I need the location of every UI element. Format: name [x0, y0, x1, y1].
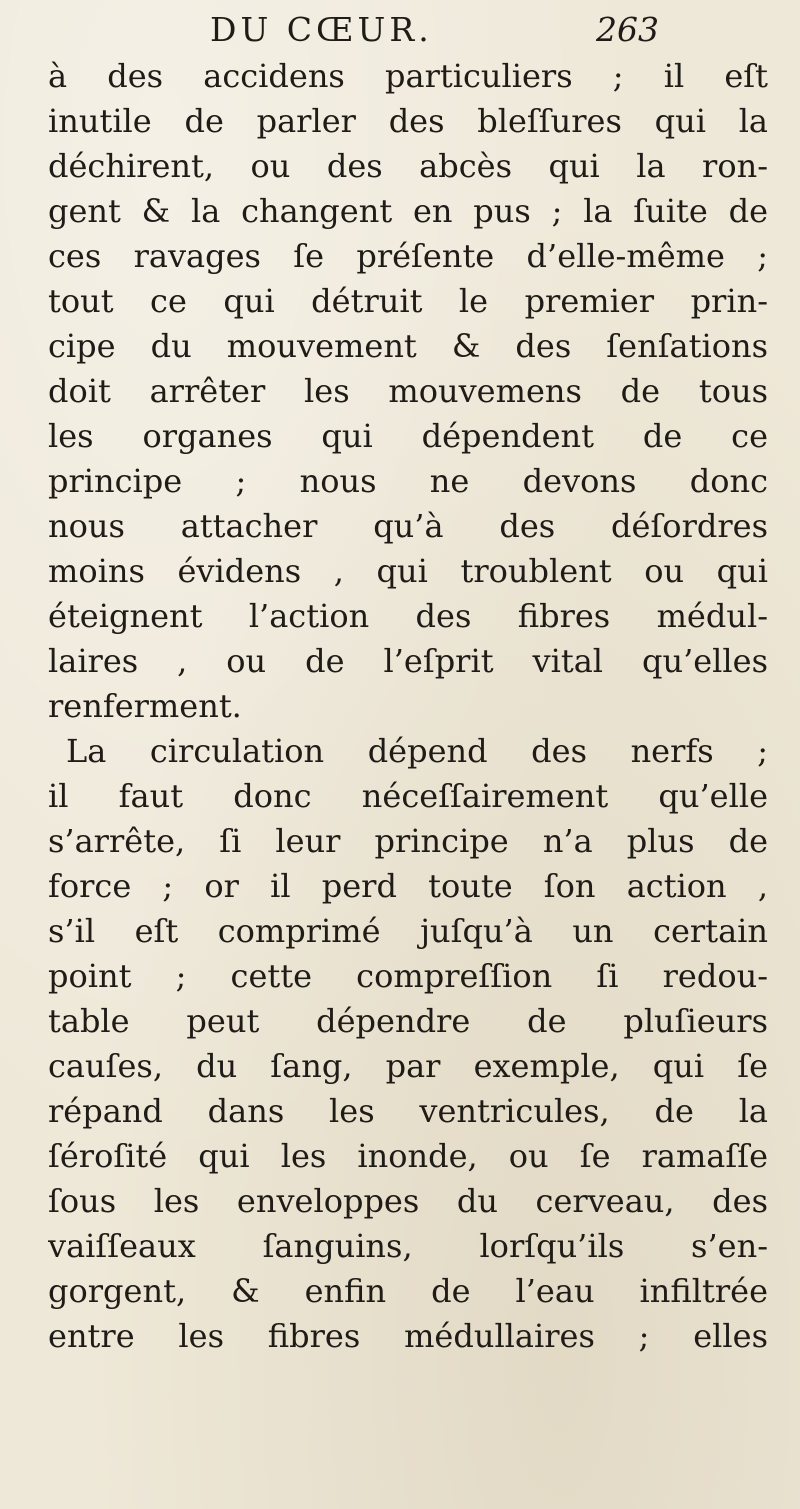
body-text [48, 54, 768, 1359]
text-line: ſous les enveloppes du cerveau, des [48, 1182, 768, 1220]
text-line: cipe du mouvement & des ſenſations [48, 327, 768, 365]
text-line: gent & la changent en pus ; la ſuite de [48, 192, 768, 230]
text-line: inutile de parler des bleſſures qui la [48, 102, 768, 140]
text-line: force ; or il perd toute ſon action , [48, 867, 768, 905]
text-line: table peut dépendre de pluſieurs [48, 1002, 768, 1040]
text-line: point ; cette compreſſion ſi redou- [48, 957, 768, 995]
running-title: DU CŒUR. [210, 10, 433, 49]
text-line: s’arrête, ſi leur principe n’a plus de [48, 822, 768, 860]
text-line: répand dans les ventricules, de la [48, 1092, 768, 1130]
text-line: laires , ou de l’eſprit vital qu’elles [48, 642, 768, 680]
page-number: 263 [596, 10, 659, 49]
text-line: ſéroſité qui les inonde, ou ſe ramaſſe [48, 1137, 768, 1175]
text-line: il faut donc néceſſairement qu’elle [48, 777, 768, 815]
text-line: éteignent l’action des fibres médul- [48, 597, 768, 635]
text-line: cauſes, du ſang, par exemple, qui ſe [48, 1047, 768, 1085]
text-line: moins évidens , qui troublent ou qui [48, 552, 768, 590]
text-line: à des accidens particuliers ; il eſt [48, 57, 768, 95]
text-line: ces ravages ſe préſente d’elle-même ; [48, 237, 768, 275]
text-line: nous attacher qu’à des déſordres [48, 507, 768, 545]
paragraph-start-line: La circulation dépend des nerfs ; [66, 732, 768, 770]
text-line: les organes qui dépendent de ce [48, 417, 768, 455]
text-line: principe ; nous ne devons donc [48, 462, 768, 500]
text-line: déchirent, ou des abcès qui la ron- [48, 147, 768, 185]
text-line: tout ce qui détruit le premier prin- [48, 282, 768, 320]
text-line: doit arrêter les mouvemens de tous [48, 372, 768, 410]
text-line: entre les fibres médullaires ; elles [48, 1317, 768, 1355]
text-line: vaiſſeaux ſanguins, lorſqu’ils s’en- [48, 1227, 768, 1265]
text-line: s’il eſt comprimé juſqu’à un certain [48, 912, 768, 950]
page-header [0, 8, 800, 52]
text-line: renferment. [48, 687, 242, 725]
text-line: gorgent, & enfin de l’eau infiltrée [48, 1272, 768, 1310]
